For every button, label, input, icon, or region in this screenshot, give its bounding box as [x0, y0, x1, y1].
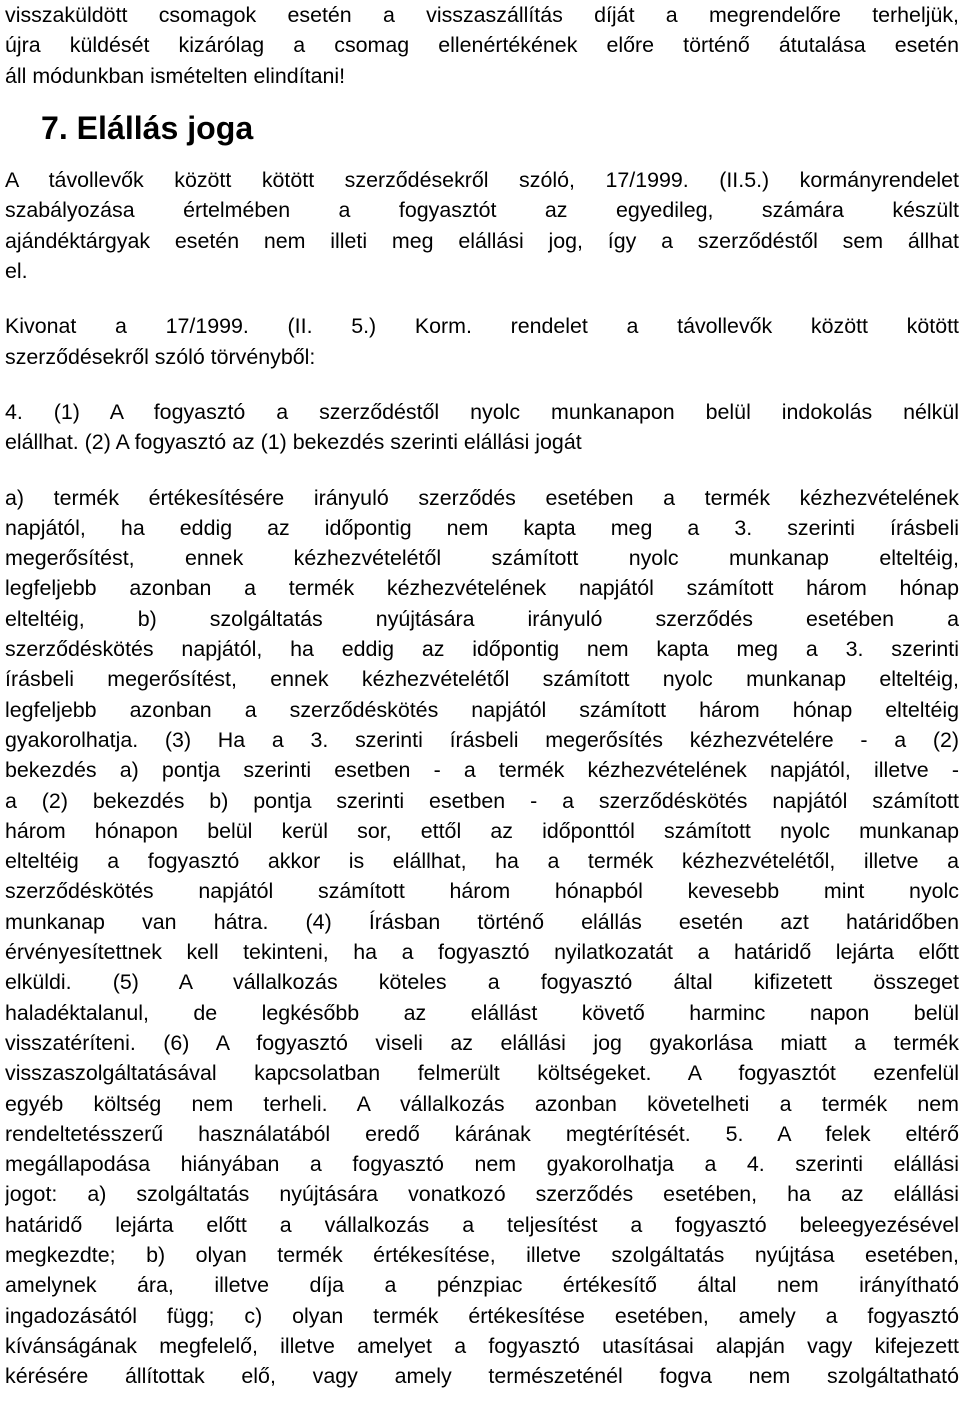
- text-line: 4. (1) A fogyasztó a szerződéstől nyolc munkanapon belül indokolás nélkül: [5, 399, 959, 424]
- text-line: visszaszolgáltatásával kapcsolatban felmerült költségeket. A fogyasztót ezenfelül: [5, 1061, 959, 1086]
- text-line: napjától, ha eddig az időpontig nem kapta meg a 3. szerinti írásbeli: [5, 515, 959, 540]
- text-line: kívánságának megfelelő, illetve amelyet a fogyasztó utasításai alapján vagy kifejezett: [5, 1333, 959, 1358]
- text-line: áll módunkban ismételten elindítani!: [5, 63, 346, 88]
- text-line: legfeljebb azonban a szerződéskötés napjától számított három hónap elteltéig: [5, 697, 959, 722]
- text-line: visszaküldött csomagok esetén a visszaszállítás díját a megrendelőre terheljük,: [5, 3, 959, 27]
- text-line: a (2) bekezdés b) pontja szerinti esetben - a szerződéskötés napjától számított: [5, 788, 959, 813]
- text-line: kérésére állítottak elő, vagy amely természeténél fogva nem szolgáltatható: [5, 1364, 959, 1389]
- text-line: szerződéskötés napjától, ha eddig az időpontig nem kapta meg a 3. szerinti: [5, 637, 959, 662]
- text-line: rendeltetésszerű használatából eredő kárának megtérítését. 5. A felek eltérő: [5, 1121, 959, 1146]
- text-line: szerződéskötés napjától számított három hónapból kevesebb mint nyolc: [5, 879, 959, 904]
- text-line: el.: [5, 259, 28, 284]
- text-line: érvényesítettnek kell tekinteni, ha a fogyasztó nyilatkozatát a határidő lejárta előtt: [5, 940, 959, 965]
- text-line: Kivonat a 17/1999. (II. 5.) Korm. rendelet a távollevők között kötött: [5, 314, 959, 339]
- text-line: a) termék értékesítésére irányuló szerződés esetében a termék kézhezvételének: [5, 485, 959, 510]
- paragraph-excerpt-title: [5, 311, 959, 372]
- intro-paragraph: [5, 0, 959, 91]
- text-line: megerősítést, ennek kézhezvételétől számított nyolc munkanap elteltéig,: [5, 546, 959, 571]
- paragraph-body: [5, 483, 959, 1392]
- section-heading: 7. Elállás joga: [41, 109, 254, 146]
- text-line: haladéktalanul, de legkésőbb az elállást követő harminc napon belül: [5, 1000, 959, 1025]
- text-line: elteltéig, b) szolgáltatás nyújtására irányuló szerződés esetében a: [5, 606, 959, 631]
- paragraph-regulation: [5, 165, 959, 286]
- text-line: visszatéríteni. (6) A fogyasztó viseli az elállási jog gyakorlása miatt a termék: [5, 1030, 959, 1055]
- document-page: [5, 0, 959, 1391]
- text-line: írásbeli megerősítést, ennek kézhezvételétől számított nyolc munkanap elteltéig,: [5, 667, 959, 692]
- text-line: megkezdte; b) olyan termék értékesítése, illetve szolgáltatás nyújtása esetében,: [5, 1242, 959, 1267]
- paragraph-section-4: [5, 397, 959, 458]
- text-line: ingadozásától függ; c) olyan termék értékesítése esetében, amely a fogyasztó: [5, 1303, 959, 1328]
- text-line: A távollevők között kötött szerződésekről szóló, 17/1999. (II.5.) kormányrendelet: [5, 168, 959, 193]
- text-line: amelynek ára, illetve díja a pénzpiac értékesítő által nem irányítható: [5, 1273, 959, 1298]
- text-line: újra küldését kizárólag a csomag ellenértékének előre történő átutalása esetén: [5, 33, 959, 58]
- text-line: gyakorolhatja. (3) Ha a 3. szerinti írásbeli megerősítés kézhezvételére - a (2): [5, 727, 959, 752]
- text-line: elállhat. (2) A fogyasztó az (1) bekezdés szerinti elállási jogát: [5, 430, 582, 455]
- text-line: megállapodása hiányában a fogyasztó nem gyakorolhatja a 4. szerinti elállási: [5, 1152, 959, 1177]
- text-line: elküldi. (5) A vállalkozás köteles a fogyasztó által kifizetett összeget: [5, 970, 959, 995]
- text-line: szerződésekről szóló törvényből:: [5, 344, 316, 369]
- text-line: bekezdés a) pontja szerinti esetben - a termék kézhezvételének napjától, illetve -: [5, 758, 959, 783]
- text-line: ajándéktárgyak esetén nem illeti meg elállási jog, így a szerződéstől sem állhat: [5, 228, 959, 253]
- text-line: legfeljebb azonban a termék kézhezvételének napjától számított három hónap: [5, 576, 959, 601]
- text-line: jogot: a) szolgáltatás nyújtására vonatkozó szerződés esetében, ha az elállási: [5, 1182, 959, 1207]
- text-line: egyéb költség nem terheli. A vállalkozás azonban követelheti a termék nem: [5, 1091, 959, 1116]
- text-line: három hónapon belül kerül sor, ettől az időponttól számított nyolc munkanap: [5, 818, 959, 843]
- text-line: munkanap van hátra. (4) Írásban történő elállás esetén azt határidőben: [5, 909, 959, 934]
- text-line: szabályozása értelmében a fogyasztót az egyedileg, számára készült: [5, 198, 959, 223]
- text-line: elteltéig a fogyasztó akkor is elállhat, ha a termék kézhezvételétől, illetve a: [5, 849, 959, 874]
- text-line: határidő lejárta előtt a vállalkozás a teljesítést a fogyasztó beleegyezésével: [5, 1212, 959, 1237]
